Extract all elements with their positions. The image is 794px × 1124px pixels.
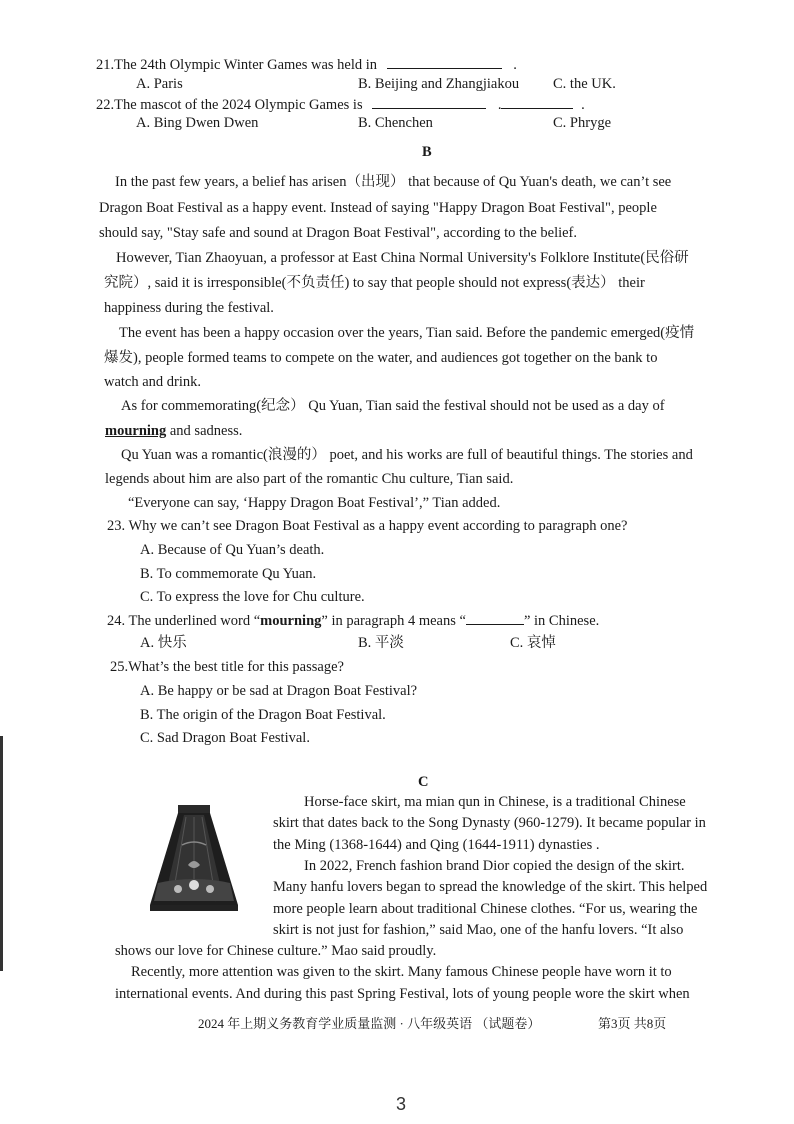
- passage-b-line: In the past few years, a belief has arisen（出现） that because of Qu Yuan's death, we can’t see: [115, 174, 672, 190]
- passage-b-line: should say, "Stay safe and sound at Dragon Boat Festival", according to the belief.: [99, 225, 578, 241]
- q24-suffix: ” in Chinese.: [523, 613, 600, 629]
- q22-stem: 22.The mascot of the 2024 Olympic Games is: [96, 97, 363, 113]
- q25-option-a: A. Be happy or be sad at Dragon Boat Festival?: [140, 683, 418, 699]
- q22-option-c: C. Phryge: [553, 115, 611, 131]
- passage-b-line-mourning: [105, 423, 242, 440]
- q24-prefix: 24. The underlined word “: [107, 613, 261, 629]
- q22-mid: .: [497, 97, 502, 113]
- passage-b-line: As for commemorating(纪念） Qu Yuan, Tian said the festival should not be used as a day of: [121, 398, 665, 414]
- passage-b-line: However, Tian Zhaoyuan, a professor at East China Normal University's Folklore Institute(民俗研: [116, 250, 689, 266]
- q21-stem-line: [96, 56, 517, 74]
- passage-b-line: Dragon Boat Festival as a happy event. Instead of saying "Happy Dragon Boat Festival", people: [99, 200, 657, 216]
- q22-end: .: [581, 97, 585, 113]
- exam-footer-page-info: 第3页 共8页: [598, 1016, 667, 1031]
- q25-stem: 25.What’s the best title for this passage?: [110, 659, 344, 675]
- q21-option-b: B. Beijing and Zhangjiakou: [358, 76, 520, 92]
- page-number: 3: [396, 1094, 407, 1114]
- passage-b-line: 爆发), people formed teams to compete on the water, and audiences got together on the bank to: [104, 350, 658, 366]
- passage-c-line: shows our love for Chinese culture.” Mao said proudly.: [115, 943, 437, 959]
- passage-c-line: In 2022, French fashion brand Dior copied the design of the skirt.: [304, 858, 685, 874]
- passage-b-line: “Everyone can say, ‘Happy Dragon Boat Festival’,” Tian added.: [128, 495, 501, 511]
- q23-option-b: B. To commemorate Qu Yuan.: [140, 566, 317, 582]
- q21-option-a: A. Paris: [136, 76, 183, 92]
- underlined-word-mourning: mourning: [105, 423, 167, 439]
- passage-c-line: more people learn about traditional Chinese clothes. “For us, wearing the: [273, 901, 698, 917]
- section-c-heading: C: [418, 774, 429, 790]
- q24-option-a: A. 快乐: [140, 635, 187, 651]
- q25-option-b: B. The origin of the Dragon Boat Festival.: [140, 707, 386, 723]
- passage-c-line: the Ming (1368-1644) and Qing (1644-1911) dynasties .: [273, 837, 600, 853]
- passage-b-line: 究院）, said it is irresponsible(不负责任) to say that people should not express(表达） their: [104, 275, 645, 291]
- passage-b-line-rest: and sadness.: [169, 423, 243, 439]
- q22-blank-2: [501, 96, 573, 109]
- passage-b-line: watch and drink.: [104, 374, 202, 390]
- passage-c-line: Many hanfu lovers began to spread the knowledge of the skirt. This helped: [273, 879, 708, 895]
- exam-footer-title: 2024 年上期义务教育学业质量监测 · 八年级英语 （试题卷）: [198, 1016, 541, 1031]
- passage-c-line: skirt that dates back to the Song Dynasty (960-1279). It became popular in: [273, 815, 706, 831]
- passage-c-line: international events. And during this past Spring Festival, lots of young people wore the skirt when: [115, 986, 690, 1002]
- q22-blank-1: [372, 96, 486, 109]
- passage-b-line: legends about him are also part of the romantic Chu culture, Tian said.: [105, 471, 514, 487]
- scan-edge-line: [0, 736, 3, 971]
- passage-b-line: happiness during the festival.: [104, 300, 274, 316]
- section-b-heading: B: [422, 144, 432, 160]
- q24-stem: [107, 612, 599, 630]
- q22-option-b: B. Chenchen: [358, 115, 433, 131]
- q21-option-c: C. the UK.: [553, 76, 616, 92]
- q23-option-a: A. Because of Qu Yuan’s death.: [140, 542, 325, 558]
- q21-end: .: [513, 57, 517, 73]
- passage-c-line: Recently, more attention was given to the skirt. Many famous Chinese people have worn it to: [131, 964, 672, 980]
- passage-b-line: Qu Yuan was a romantic(浪漫的） poet, and his works are full of beautiful things. The stories and: [121, 447, 693, 463]
- passage-c-line: skirt is not just for fashion,” said Mao, one of the hanfu lovers. “It also: [273, 922, 684, 938]
- q21-blank: [387, 56, 502, 69]
- q22-stem-line: [96, 96, 585, 114]
- horse-face-skirt-image: [148, 805, 240, 913]
- q23-stem: 23. Why we can’t see Dragon Boat Festival as a happy event according to paragraph one?: [107, 518, 628, 534]
- q24-option-c: C. 哀悼: [510, 635, 556, 651]
- q24-middle: ” in paragraph 4 means “: [321, 613, 466, 629]
- q21-stem: 21.The 24th Olympic Winter Games was held in: [96, 57, 378, 73]
- q23-option-c: C. To express the love for Chu culture.: [140, 589, 365, 605]
- q22-option-a: A. Bing Dwen Dwen: [136, 115, 259, 131]
- q25-option-c: C. Sad Dragon Boat Festival.: [140, 730, 310, 746]
- passage-c-line: Horse-face skirt, ma mian qun in Chinese, is a traditional Chinese: [304, 794, 686, 810]
- q24-blank: [466, 612, 524, 625]
- q24-word: mourning: [260, 613, 322, 629]
- q24-option-b: B. 平淡: [358, 635, 404, 651]
- passage-b-line: The event has been a happy occasion over the years, Tian said. Before the pandemic emerged(疫情: [119, 325, 695, 341]
